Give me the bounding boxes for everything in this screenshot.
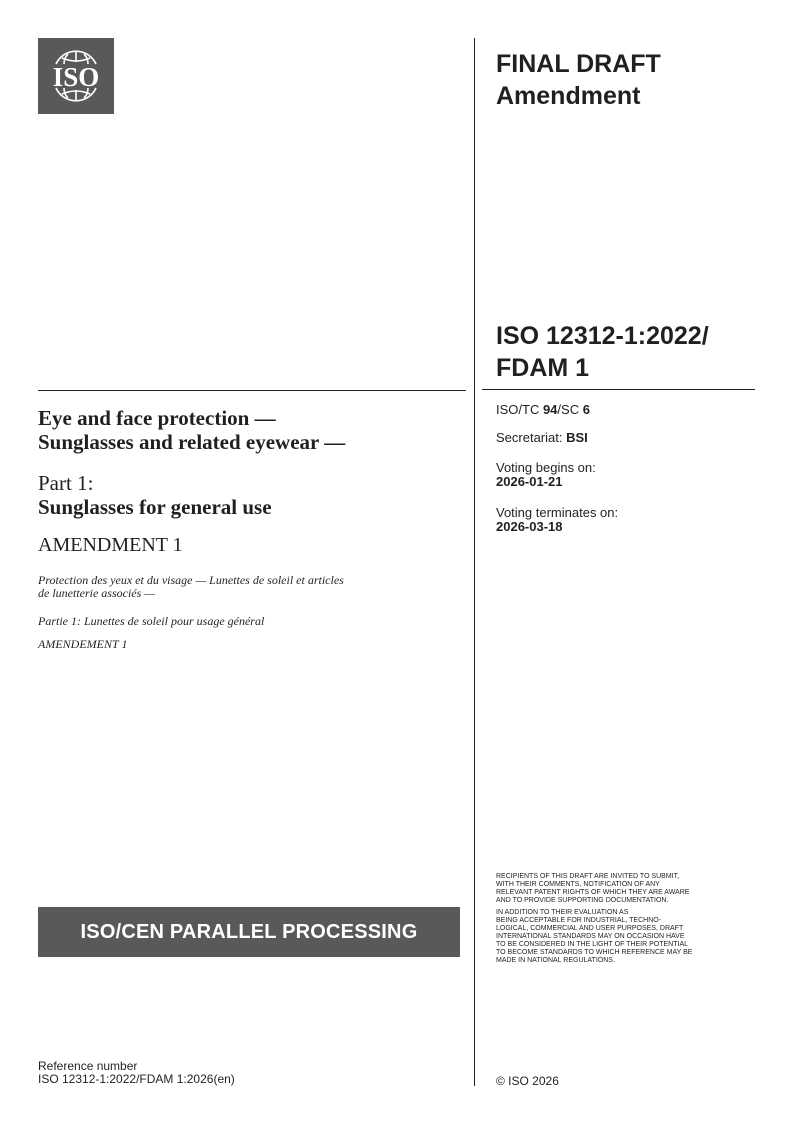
notice-line: IN ADDITION TO THEIR EVALUATION AS: [496, 909, 629, 916]
voting-terminates-label: Voting terminates on:: [496, 505, 619, 520]
standard-number: [496, 320, 709, 384]
notice-line: WITH THEIR COMMENTS, NOTIFICATION OF ANY: [496, 881, 660, 888]
title-divider-left: [38, 390, 466, 391]
parallel-processing-banner: ISO/CEN PARALLEL PROCESSING: [38, 907, 460, 957]
patent-notice: [496, 873, 758, 905]
iso-logo-text: ISO: [52, 62, 100, 92]
title-divider-right: [482, 389, 755, 390]
notice-line: MADE IN NATIONAL REGULATIONS.: [496, 957, 615, 964]
iso-logo: [38, 38, 114, 114]
copyright: © ISO 2026: [496, 1074, 559, 1088]
standard-number-line2: FDAM 1: [496, 354, 590, 382]
reference-number: [38, 1060, 235, 1086]
notice-line: AND TO PROVIDE SUPPORTING DOCUMENTATION.: [496, 897, 669, 904]
tc-number: 94: [542, 402, 558, 417]
main-title-line2: Sunglasses and related eyewear —: [38, 430, 346, 454]
iso-globe-icon: [38, 38, 114, 114]
amendment-label: AMENDMENT 1: [38, 534, 183, 556]
main-title: [38, 406, 345, 454]
notice-line: RECIPIENTS OF THIS DRAFT ARE INVITED TO SUBMIT,: [496, 873, 680, 880]
french-main-title: [38, 574, 458, 600]
reference-number-label: Reference number: [38, 1059, 138, 1073]
stage-line2: Amendment: [496, 82, 641, 110]
notice-line: TO BECOME STANDARDS TO WHICH REFERENCE MAY BE: [496, 949, 693, 956]
committee-info: [496, 403, 590, 417]
secretariat-info: [496, 431, 588, 445]
voting-begins-label: Voting begins on:: [496, 460, 596, 475]
notice-line: TO BE CONSIDERED IN THE LIGHT OF THEIR POTENTIAL: [496, 941, 689, 948]
part-title: Sunglasses for general use: [38, 495, 272, 519]
stage-line1: FINAL DRAFT: [496, 50, 661, 78]
sc-prefix: /SC: [557, 402, 583, 417]
voting-terminates: [496, 506, 618, 534]
vertical-divider: [474, 38, 475, 1086]
main-title-line1: Eye and face protection —: [38, 406, 276, 430]
secretariat-label: Secretariat:: [496, 430, 567, 445]
voting-begins: [496, 461, 596, 489]
evaluation-notice: [496, 909, 758, 965]
voting-terminates-date: 2026-03-18: [496, 519, 563, 534]
french-main-title-line2: de lunetterie associés —: [38, 586, 155, 600]
standard-number-line1: ISO 12312-1:2022/: [496, 322, 709, 350]
notice-line: LOGICAL, COMMERCIAL AND USER PURPOSES, DRAFT: [496, 925, 684, 932]
sc-number: 6: [582, 402, 590, 417]
french-main-title-line1: Protection des yeux et du visage — Lunettes de soleil et articles: [38, 573, 344, 587]
notice-line: RELEVANT PATENT RIGHTS OF WHICH THEY ARE AWARE: [496, 889, 690, 896]
voting-begins-date: 2026-01-21: [496, 474, 563, 489]
notice-line: BEING ACCEPTABLE FOR INDUSTRIAL, TECHNO-: [496, 917, 662, 924]
secretariat-value: BSI: [566, 430, 588, 445]
notice-line: INTERNATIONAL STANDARDS MAY ON OCCASION HAVE: [496, 933, 685, 940]
tc-prefix: ISO/TC: [496, 402, 543, 417]
french-amendment-label: AMENDEMENT 1: [38, 637, 128, 651]
reference-number-value: ISO 12312-1:2022/FDAM 1:2026(en): [38, 1072, 235, 1086]
part-label: Part 1:: [38, 471, 94, 495]
document-stage: [496, 48, 661, 112]
french-part-title: Partie 1: Lunettes de soleil pour usage général: [38, 614, 265, 628]
